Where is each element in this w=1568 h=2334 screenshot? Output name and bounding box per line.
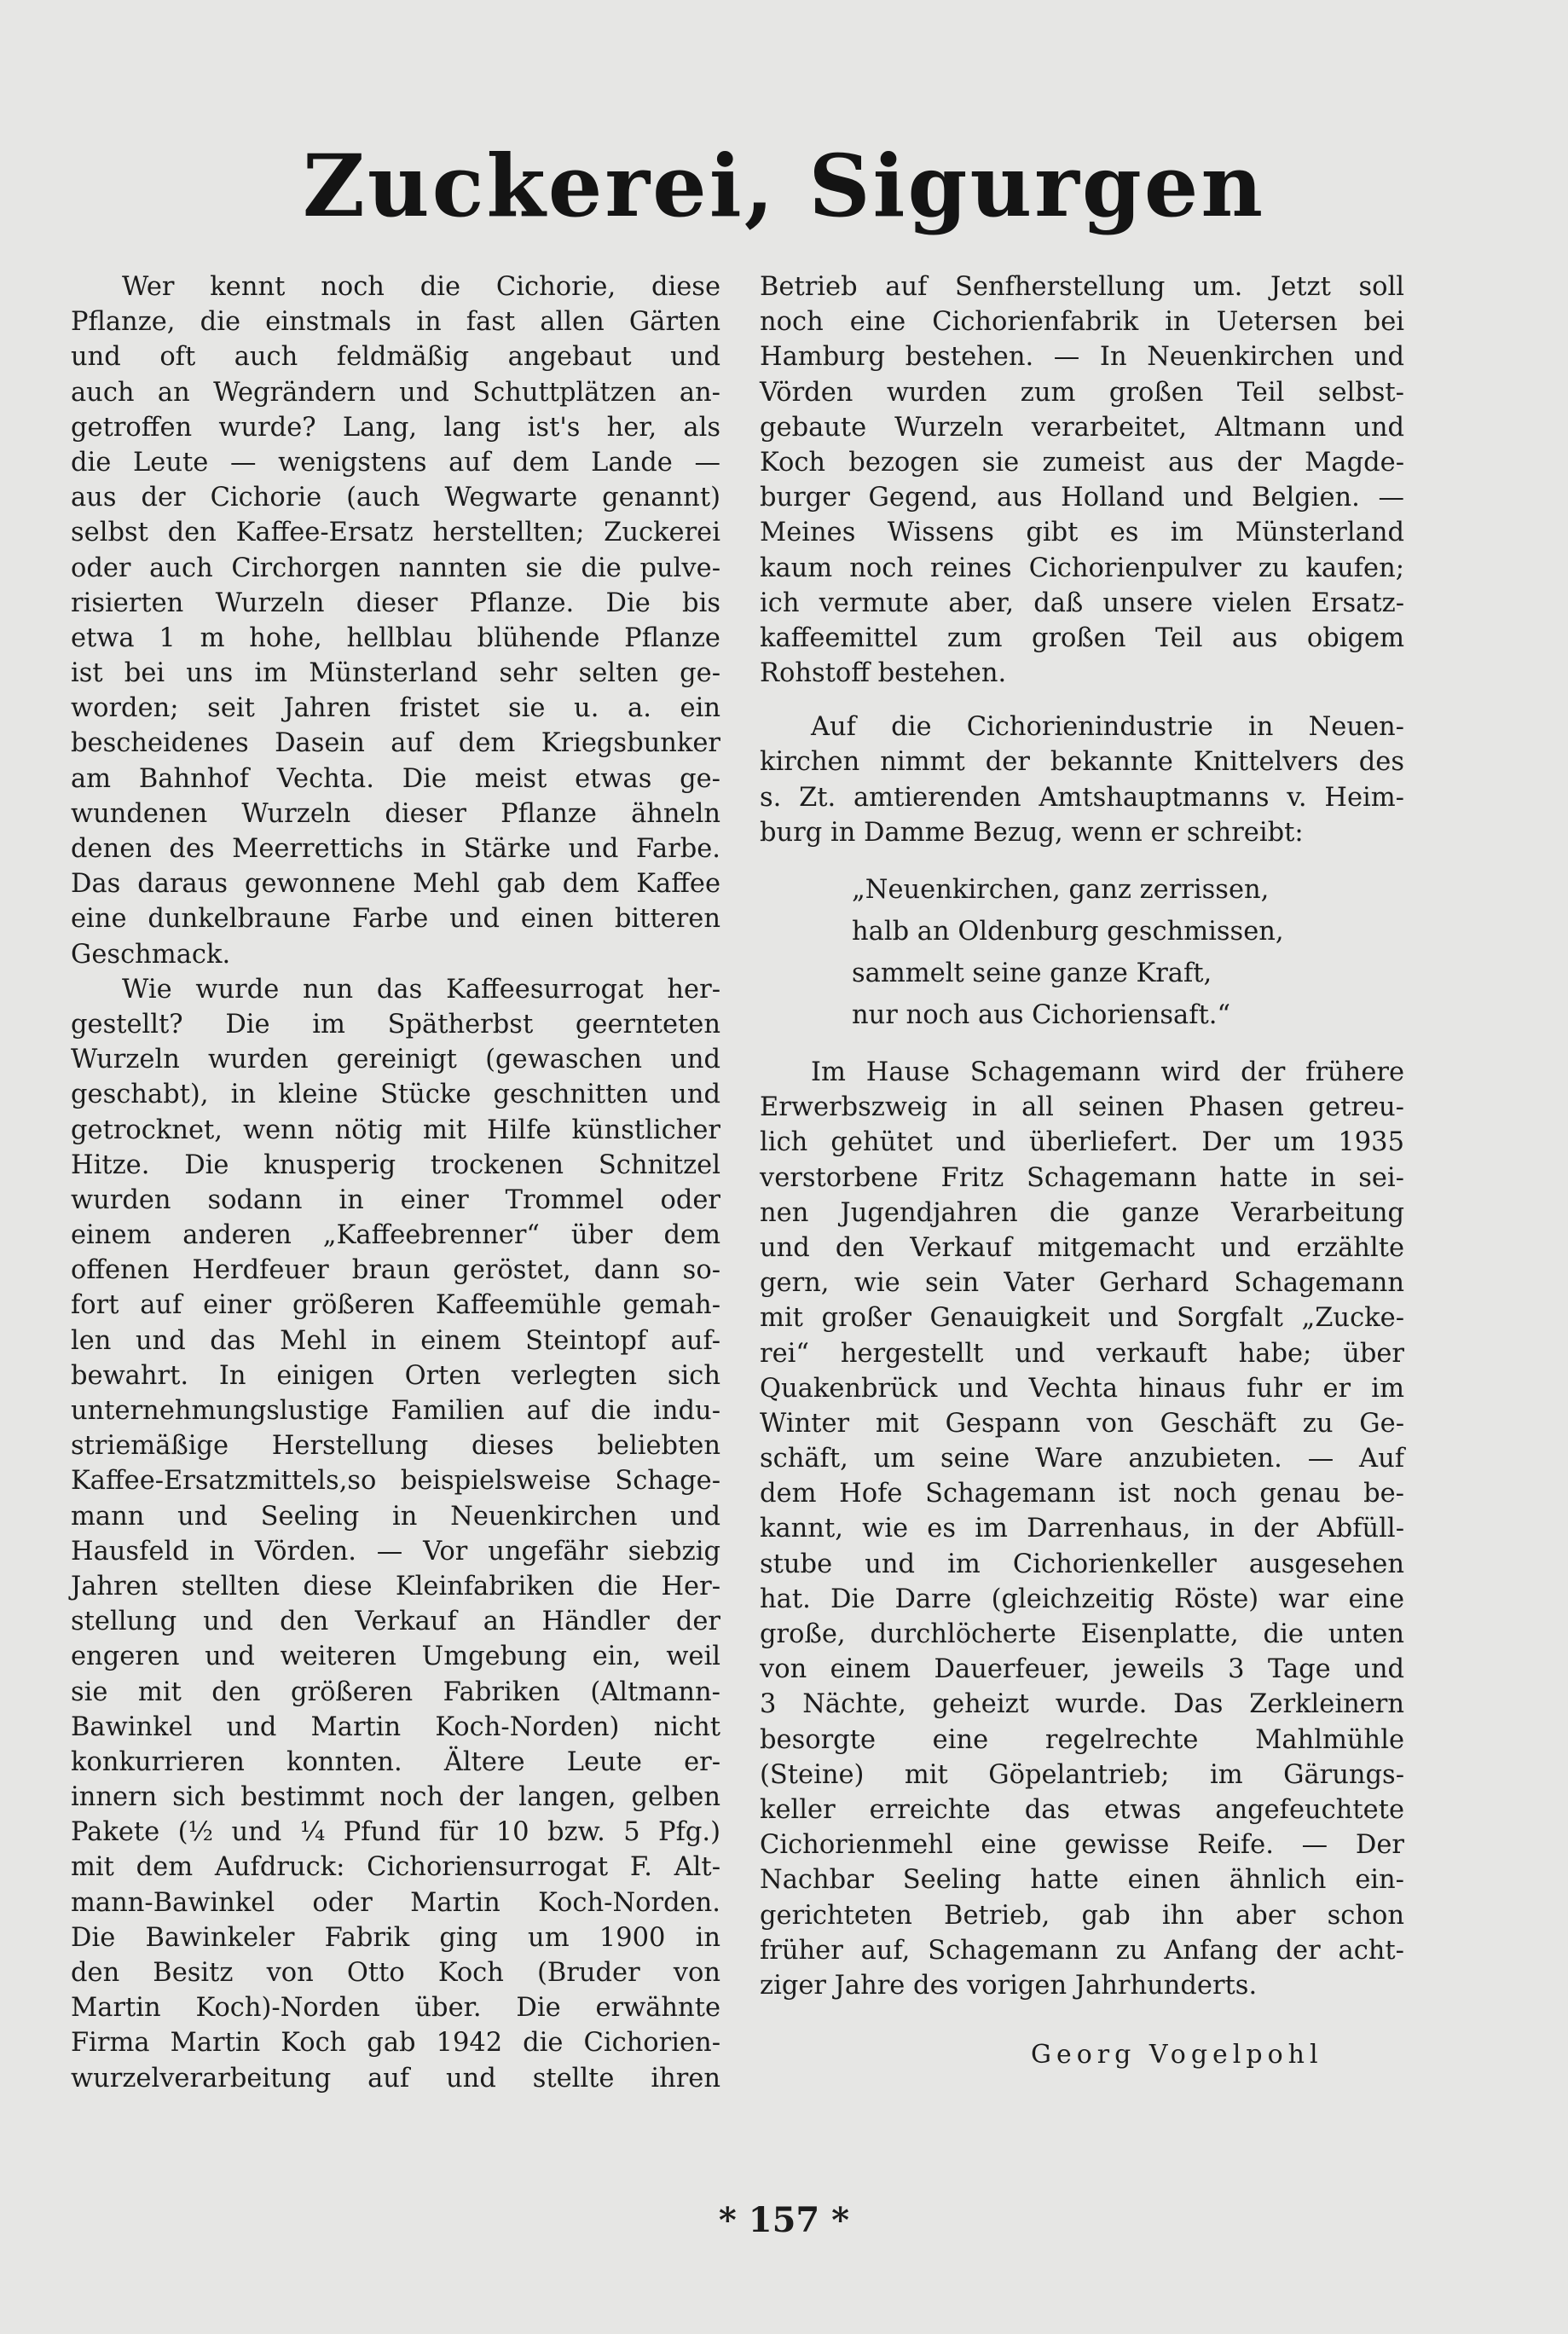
text-line: den Besitz von Otto Koch (Bruder von [71, 1958, 720, 1988]
text-line: Das daraus gewonnene Mehl gab dem Kaffee [71, 869, 720, 900]
text-line: lich gehütet und überliefert. Der um 1935 [760, 1127, 1404, 1158]
text-line: dem Hofe Schagemann ist noch genau be- [760, 1479, 1404, 1509]
text-line: Kaffee-Ersatzmittels,so beispielsweise Schage- [71, 1466, 720, 1497]
text-line: denen des Meerrettichs in Stärke und Farbe. [71, 834, 720, 864]
text-line: len und das Mehl in einem Steintopf auf- [71, 1325, 720, 1356]
poem [852, 869, 1404, 1036]
text-line: Pakete (½ und ¼ Pfund für 10 bzw. 5 Pfg.) [71, 1817, 720, 1848]
text-line: Wurzeln wurden gereinigt (gewaschen und [71, 1045, 720, 1075]
text-line: und oft auch feldmäßig angebaut und [71, 342, 720, 373]
poem-line: „Neuenkirchen, ganz zerrissen, [852, 875, 1270, 905]
text-line: Hausfeld in Vörden. — Vor ungefähr siebzig [71, 1536, 720, 1567]
text-line: bewahrt. In einigen Orten verlegten sich [71, 1360, 720, 1391]
text-line: noch eine Cichorienfabrik in Uetersen bei [760, 307, 1404, 338]
text-line: einem anderen „Kaffeebrenner“ über dem [71, 1220, 720, 1251]
text-line: wundenen Wurzeln dieser Pflanze ähneln [71, 798, 720, 829]
text-line: rei“ hergestellt und verkauft habe; über [760, 1338, 1404, 1369]
text-line: Firma Martin Koch gab 1942 die Cichorien- [71, 2028, 720, 2059]
text-line: Pflanze, die einstmals in fast allen Gärten [71, 307, 720, 338]
right-column [760, 269, 1404, 2003]
right-column-top [760, 269, 1404, 850]
text-line: kaffeemittel zum großen Teil aus obigem [760, 623, 1404, 653]
text-line: fort auf einer größeren Kaffeemühle gemah- [71, 1290, 720, 1321]
text-line: ist bei uns im Münsterland sehr selten ge- [71, 658, 720, 689]
text-line: selbst den Kaffee-Ersatz herstellten; Zuckerei [71, 518, 720, 548]
text-line: striemäßige Herstellung dieses beliebten [71, 1431, 720, 1462]
text-line: burger Gegend, aus Holland und Belgien. — [760, 483, 1404, 513]
text-line: Vörden wurden zum großen Teil selbst- [760, 377, 1404, 408]
text-line: gebaute Wurzeln verarbeitet, Altmann und [760, 412, 1404, 443]
text-line: engeren und weiteren Umgebung ein, weil [71, 1642, 720, 1672]
text-line: Cichorienmehl eine gewisse Reife. — Der [760, 1830, 1404, 1861]
left-column [71, 269, 720, 2096]
text-line: bescheidenes Dasein auf dem Kriegsbunker [71, 728, 720, 759]
text-line: Wer kennt noch die Cichorie, diese [122, 272, 720, 302]
text-line: Rohstoff bestehen. [760, 658, 1007, 689]
text-line: besorgte eine regelrechte Mahlmühle [760, 1724, 1404, 1755]
page-number: * 157 * [718, 2200, 850, 2240]
text-line: aus der Cichorie (auch Wegwarte genannt) [71, 483, 720, 513]
text-line: stellung und den Verkauf an Händler der [71, 1607, 720, 1637]
text-line: kirchen nimmt der bekannte Knittelvers des [760, 747, 1404, 778]
text-line: Quakenbrück und Vechta hinaus fuhr er im [760, 1373, 1404, 1404]
text-line: kaum noch reines Cichorienpulver zu kaufen; [760, 553, 1404, 583]
text-line: geschabt), in kleine Stücke geschnitten und [71, 1080, 720, 1110]
text-line: auch an Wegrändern und Schuttplätzen an- [71, 377, 720, 408]
text-line: mit großer Genauigkeit und Sorgfalt „Zucke- [760, 1303, 1404, 1334]
text-line: Auf die Cichorienindustrie in Neuen- [811, 712, 1404, 743]
text-line: Nachbar Seeling hatte einen ähnlich ein- [760, 1865, 1404, 1896]
text-line: früher auf, Schagemann zu Anfang der acht- [760, 1935, 1404, 1966]
text-line: die Leute — wenigstens auf dem Lande — [71, 447, 720, 478]
text-line: verstorbene Fritz Schagemann hatte in sei- [760, 1162, 1404, 1193]
text-line: 3 Nächte, geheizt wurde. Das Zerkleinern [760, 1689, 1404, 1720]
text-line: gern, wie sein Vater Gerhard Schagemann [760, 1268, 1404, 1299]
text-line: etwa 1 m hohe, hellblau blühende Pflanze [71, 623, 720, 653]
text-line: Erwerbszweig in all seinen Phasen getreu- [760, 1092, 1404, 1123]
text-line: kannt, wie es im Darrenhaus, in der Abfüll- [760, 1514, 1404, 1544]
text-line: oder auch Circhorgen nannten sie die pulve- [71, 553, 720, 583]
text-line: getroffen wurde? Lang, lang ist's her, als [71, 412, 720, 443]
text-line: Martin Koch)-Norden über. Die erwähnte [71, 1993, 720, 2024]
text-line: Jahren stellten diese Kleinfabriken die Her- [71, 1571, 720, 1601]
text-line: ziger Jahre des vorigen Jahrhunderts. [760, 1970, 1258, 2001]
text-line: ich vermute aber, daß unsere vielen Ersatz- [760, 588, 1404, 618]
text-line: gestellt? Die im Spätherbst geernteten [71, 1009, 720, 1040]
text-line: stube und im Cichorienkeller ausgesehen [760, 1549, 1404, 1579]
text-line: konkurrieren konnten. Ältere Leute er- [71, 1746, 720, 1777]
text-line: Koch bezogen sie zumeist aus der Magde- [760, 447, 1404, 478]
right-column-bottom [760, 1055, 1404, 2003]
text-line: wurzelverarbeitung auf und stellte ihren [71, 2063, 720, 2094]
text-line: getrocknet, wenn nötig mit Hilfe künstlicher [71, 1115, 720, 1145]
text-line: s. Zt. amtierenden Amtshauptmanns v. Heim- [760, 782, 1404, 813]
text-line: worden; seit Jahren fristet sie u. a. ein [71, 693, 720, 724]
text-line: mann-Bawinkel oder Martin Koch-Norden. [71, 1887, 720, 1918]
text-line: von einem Dauerfeuer, jeweils 3 Tage und [760, 1654, 1404, 1685]
text-line: am Bahnhof Vechta. Die meist etwas ge- [71, 763, 720, 794]
text-line: keller erreichte das etwas angefeuchtete [760, 1794, 1404, 1825]
text-line: große, durchlöcherte Eisenplatte, die unten [760, 1619, 1404, 1649]
text-line: Wie wurde nun das Kaffeesurrogat her- [122, 974, 720, 1005]
poem-line: nur noch aus Cichoriensaft.“ [852, 1000, 1231, 1030]
text-line: mann und Seeling in Neuenkirchen und [71, 1501, 720, 1532]
text-line: nen Jugendjahren die ganze Verarbeitung [760, 1197, 1404, 1228]
text-line: Geschmack. [71, 939, 231, 970]
text-line: Bawinkel und Martin Koch-Norden) nicht [71, 1711, 720, 1742]
text-line: Hitze. Die knusperig trockenen Schnitzel [71, 1150, 720, 1180]
text-line: Im Hause Schagemann wird der frühere [811, 1057, 1404, 1087]
text-line: mit dem Aufdruck: Cichoriensurrogat F. Alt- [71, 1852, 720, 1883]
text-line: hat. Die Darre (gleichzeitig Röste) war eine [760, 1584, 1404, 1614]
text-line: gerichteten Betrieb, gab ihn aber schon [760, 1900, 1404, 1931]
text-line: und den Verkauf mitgemacht und erzählte [760, 1232, 1404, 1263]
text-line: Die Bawinkeler Fabrik ging um 1900 in [71, 1922, 720, 1953]
text-line: eine dunkelbraune Farbe und einen bitteren [71, 904, 720, 935]
author-signature: Georg Vogelpohl [1031, 2040, 1323, 2070]
text-line: innern sich bestimmt noch der langen, gelben [71, 1782, 720, 1813]
text-line: Meines Wissens gibt es im Münsterland [760, 518, 1404, 548]
text-line: Hamburg bestehen. — In Neuenkirchen und [760, 342, 1404, 373]
article-title: Zuckerei, Sigurgen [302, 136, 1266, 236]
text-line: sie mit den größeren Fabriken (Altmann- [71, 1677, 720, 1707]
poem-line: sammelt seine ganze Kraft, [852, 959, 1212, 988]
text-line: risierten Wurzeln dieser Pflanze. Die bis [71, 588, 720, 618]
text-line: unternehmungslustige Familien auf die indu- [71, 1396, 720, 1426]
text-line: Winter mit Gespann von Geschäft zu Ge- [760, 1408, 1404, 1439]
text-line: (Steine) mit Göpelantrieb; im Gärungs- [760, 1759, 1404, 1790]
text-line: Betrieb auf Senfherstellung um. Jetzt soll [760, 272, 1404, 302]
text-line: burg in Damme Bezug, wenn er schreibt: [760, 817, 1304, 848]
text-line: offenen Herdfeuer braun geröstet, dann so- [71, 1255, 720, 1286]
text-line: wurden sodann in einer Trommel oder [71, 1184, 720, 1215]
text-line: schäft, um seine Ware anzubieten. — Auf [760, 1444, 1404, 1474]
poem-line: halb an Oldenburg geschmissen, [852, 917, 1284, 947]
